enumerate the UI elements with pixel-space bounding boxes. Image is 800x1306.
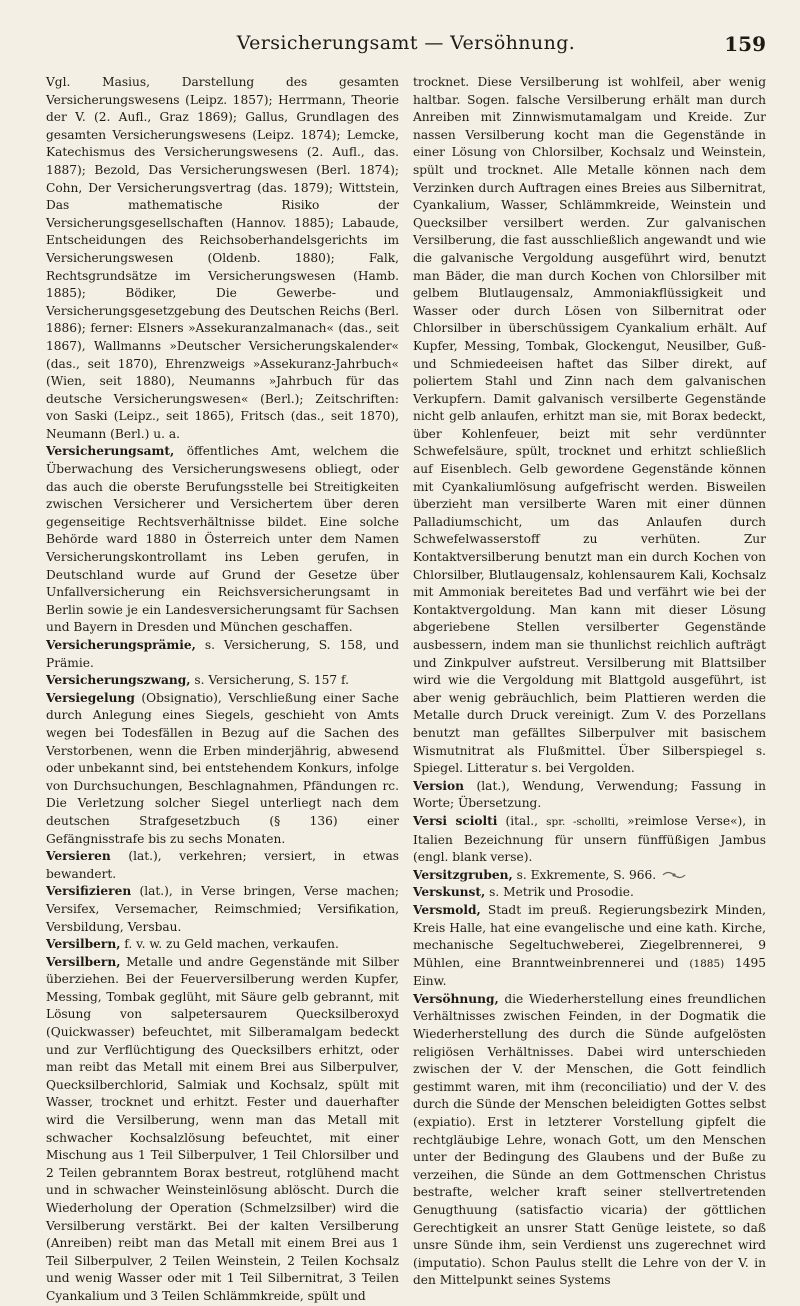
entry-versicherungsamt: Versicherungsamt, öffentliches Amt, welchem die Überwachung des Versicherungswesens obliegt, oder das auch die oberste Berufungsstelle bei Streitigkeiten zwischen Versicherer und Versichertem über deren gegenseitige Rechtsverhältnisse bildet. Eine solche Behörde ward 1880 in Österreich unter dem Namen Versicherungskontrollamt ins Leben gerufen, in Deutschland wurde auf Grund der Gesetze über Unfallversicherung ein Reichsversicherungsamt in Berlin sowie je ein Landesversicherungsamt für Sachsen und Bayern in Dresden und München geschaffen. bbox=[46, 444, 399, 635]
entry-versieren: Versieren (lat.), verkehren; versiert, in etwas bewandert. bbox=[46, 849, 399, 881]
headword: Versicherungszwang, bbox=[46, 673, 191, 688]
year-note: (1885) bbox=[689, 957, 725, 970]
headword: Versitzgruben, bbox=[413, 867, 513, 882]
headword: Versilbern, bbox=[46, 954, 121, 969]
headword: Version bbox=[413, 778, 464, 793]
running-header bbox=[46, 32, 766, 62]
entry-versifizieren: Versifizieren (lat.), in Verse bringen, Verse machen; Versifex, Versemacher, Reimschmied; Versifikation, Versbildung, Versbau. bbox=[46, 884, 399, 934]
pronunciation: spr. -schollti bbox=[546, 815, 616, 828]
entry-versilbern-1: Versilbern, f. v. w. zu Geld machen, verkaufen. bbox=[46, 937, 339, 952]
right-column bbox=[413, 74, 767, 1288]
entry-verskunst: Verskunst, s. Metrik und Prosodie. bbox=[413, 885, 634, 900]
entry-version: Version (lat.), Wendung, Verwendung; Fassung in Worte; Übersetzung. bbox=[413, 778, 766, 811]
headword: Versicherungsamt, bbox=[46, 444, 175, 459]
headword: Verskunst, bbox=[413, 885, 486, 900]
headword: Versiegelung bbox=[46, 690, 135, 705]
ornament-icon bbox=[662, 870, 686, 880]
entry-versiegelung: Versiegelung (Obsignatio), Verschließung einer Sache durch Anlegung eines Siegels, geschieht von Amts wegen bei Todesfällen in Bezug auf die Sachen des Verstorbenen, wenn die Erben minderjährig, abwesend oder unbekannt sind, bei entstehendem Konkurs, infolge von Durchsuchungen, Beschlagnahmen, Pfändungen rc. Die Verletzung solcher Siegel unterliegt nach dem deutschen Strafgesetzbuch (§ 136) einer Gefängnisstrafe bis zu sechs Monaten. bbox=[46, 690, 399, 846]
headword: Versieren bbox=[46, 849, 111, 864]
headword: Versifizieren bbox=[46, 884, 132, 899]
headword: Versmold, bbox=[413, 902, 481, 917]
entry-versicherungspraemie: Versicherungsprämie, s. Versicherung, S. 158, und Prämie. bbox=[46, 638, 399, 670]
entry-versilbern-2: Versilbern, Metalle und andre Gegenstände mit Silber überziehen. Bei der Feuerversilberung werden Kupfer, Messing, Tombak geglüht, mit Säure gelb gebrannt, mit Lösung von salpetersaurem Quecksilberoxyd (Quickwasser) befeuchtet, mit Silberamalgam bedeckt und zur Verflüchtigung des Quecksilbers erhitzt, oder man reibt das Metall mit einem Brei aus Silberpulver, Quecksilberchlorid, Salmiak und Kochsalz, spült mit Wasser, trocknet und erhitzt. Fester und dauerhafter wird die Versilberung, wenn man das Metall mit schwacher Kochsalzlösung befeuchtet, mit einer Mischung aus 1 Teil Silberpulver, 1 Teil Chlorsilber und 2 Teilen gebranntem Borax bestreut, rotglühend macht und in schwacher Weinsteinlösung ablöscht. Durch die Wiederholung der Operation (Schmelzsilber) wird die Versilberung verstärkt. Bei der kalten Versilberung (Anreiben) reibt man das Metall mit einem Brei aus 1 Teil Silberpulver, 2 Teilen Weinstein, 2 Teilen Kochsalz und wenig Wasser oder mit 1 Teil Silbernitrat, 3 Teilen Cyankalium und 3 Teilen Schlämmkreide, spült und bbox=[46, 954, 399, 1303]
headword: Versöhnung, bbox=[413, 991, 499, 1006]
entry-versmold: Versmold, Stadt im preuß. Regierungsbezirk Minden, Kreis Halle, hat eine evangelische und eine kath. Kirche, mechanische Segeltuchweberei, Ziegelbrennerei, 9 Mühlen, eine Branntweinbrennerei und (1885) 1495 Einw. bbox=[413, 902, 767, 989]
entry-versicherungszwang: Versicherungszwang, s. Versicherung, S. 157 f. bbox=[46, 673, 349, 688]
entry-literature: Vgl. Masius, Darstellung des gesamten Versicherungswesens (Leipz. 1857); Herrmann, Theorie der V. (2. Aufl., Graz 1869); Gallus, Grundlagen des gesamten Versicherungswesens (Leipz. 1874); Lemcke, Katechismus des Versicherungswesens (2. Aufl., das. 1887); Bezold, Das Versicherungswesen (Berl. 1874); Cohn, Der Versicherungsvertrag (das. 1879); Wittstein, Das mathematische Risiko der Versicherungsgesellschaften (Hannov. 1885); Labaude, Entscheidungen des Reichsoberhandelsgerichts im Versicherungswesen (Oldenb. 1880); Falk, Rechtsgrundsätze im Versicherungswesen (Hamb. 1885); Bödiker, Die Gewerbe- und Versicherungsgesetzgebung des Deutschen Reichs (Berl. 1886); ferner: Elsners »Assekuranzalmanach« (das., seit 1867), Wallmanns »Deutscher Versicherungskalender« (das., seit 1870), Ehrenzweigs »Assekuranz-Jahrbuch« (Wien, seit 1880), Neumanns »Jahrbuch für das deutsche Versicherungswesen« (Berl.); Zeitschriften: von Saski (Leipz., seit 1865), Fritsch (das., seit 1870), Neumann (Berl.) u. a. bbox=[46, 75, 399, 441]
entry-versi-sciolti: Versi sciolti (ital., spr. -schollti, »reimlose Verse«), in Italien Bezeichnung für unsern fünffüßigen Jambus (engl. blank verse). bbox=[413, 813, 766, 865]
running-title: Versicherungsamt — Versöhnung. bbox=[236, 32, 576, 54]
text-columns bbox=[46, 74, 767, 1303]
headword: Versicherungsprämie, bbox=[46, 638, 196, 652]
headword: Versilbern, bbox=[46, 937, 121, 952]
left-column bbox=[46, 74, 399, 1303]
page-number: 159 bbox=[724, 32, 766, 56]
entry-versoehnung: Versöhnung, die Wiederherstellung eines freundlichen Verhältnisses zwischen Feinden, in der Dogmatik die Wiederherstellung des durch die Sünde aufgelösten religiösen Verhältnisses. Dabei wird unterschieden zwischen der V. der Menschen, die Gott feindlich gestimmt waren, mit ihm (reconciliatio) und der V. des durch die Sünde der Menschen beleidigten Gottes selbst (expiatio). Erst in letzterer Vorstellung gipfelt die rechtgläubige Lehre, wonach Gott, um den Menschen unter der Bedingung des Glaubens und der Buße zu verzeihen, die Sünde an dem Gottmenschen Christus bestrafte, welcher kraft seiner stellvertretenden Genugthuung (satisfactio vicaria) der göttlichen Gerechtigkeit an unsrer Statt Genüge leistete, so daß unsre Sünde ihm, sein Verdienst uns zugerechnet wird (imputatio). Schon Paulus stellt die Lehre von der V. in den Mittelpunkt seines Systems bbox=[413, 991, 766, 1288]
entry-versitzgruben: Versitzgruben, s. Exkremente, S. 966. bbox=[413, 867, 766, 885]
entry-versilbern-continued: trocknet. Diese Versilberung ist wohlfeil, aber wenig haltbar. Sogen. falsche Versilberung erhält man durch Anreiben mit Zinnwismutamalgam und Kreide. Zur nassen Versilberung kocht man die Gegenstände in einer Lösung von Chlorsilber, Kochsalz und Weinstein, spült und trocknet. Alle Metalle können nach dem Verzinken durch Auftragen eines Breies aus Silbernitrat, Cyankalium, Wasser, Schlämmkreide, Weinstein und Quecksilber versilbert werden. Zur galvanischen Versilberung, die fast ausschließlich angewandt und wie die galvanische Vergoldung ausgeführt wird, benutzt man Bäder, die man durch Kochen von Chlorsilber mit gelbem Blutlaugensalz, Ammoniakflüssigkeit und Wasser oder durch Lösen von Silbernitrat oder Chlorsilber in überschüssigem Cyankalium erhält. Auf Kupfer, Messing, Tombak, Glockengut, Neusilber, Guß- und Schmiedeeisen haftet das Silber direkt, auf poliertem Stahl und Zinn nach dem galvanischen Verkupfern. Damit galvanisch versilberte Gegenstände nicht gelb anlaufen, erhitzt man sie, mit Borax bedeckt, über Kohlenfeuer, beizt mit sehr verdünnter Schwefelsäure, spült, trocknet und erhitzt schließlich auf Eisenblech. Gelb gewordene Gegenstände können mit Cyankaliumlösung aufgefrischt werden. Bisweilen überzieht man versilberte Waren mit einer dünnen Palladiumschicht, um das Anlaufen durch Schwefelwasserstoff zu verhüten. Zur Kontaktversilberung benutzt man ein durch Kochen von Chlorsilber, Blutlaugensalz, kohlensaurem Kali, Kochsalz mit Ammoniak bereitetes Bad und verfährt wie bei der Kontaktvergoldung. Man kann mit dieser Lösung abgeriebene Stellen versilberter Gegenstände ausbessern, indem man sie thunlichst reichlich aufträgt und Zinkpulver aufstreut. Versilberung mit Blattsilber wird wie die Vergoldung mit Blattgold ausgeführt, ist aber wenig gebräuchlich, beim Plattieren werden die Metalle durch Druck vereinigt. Zum V. des Porzellans benutzt man gefälltes Silberpulver mit basischem Wismutnitrat als Flußmittel. Über Silberspiegel s. Spiegel. Litteratur s. bei Vergolden. bbox=[413, 75, 766, 776]
headword: Versi sciolti bbox=[413, 813, 498, 828]
